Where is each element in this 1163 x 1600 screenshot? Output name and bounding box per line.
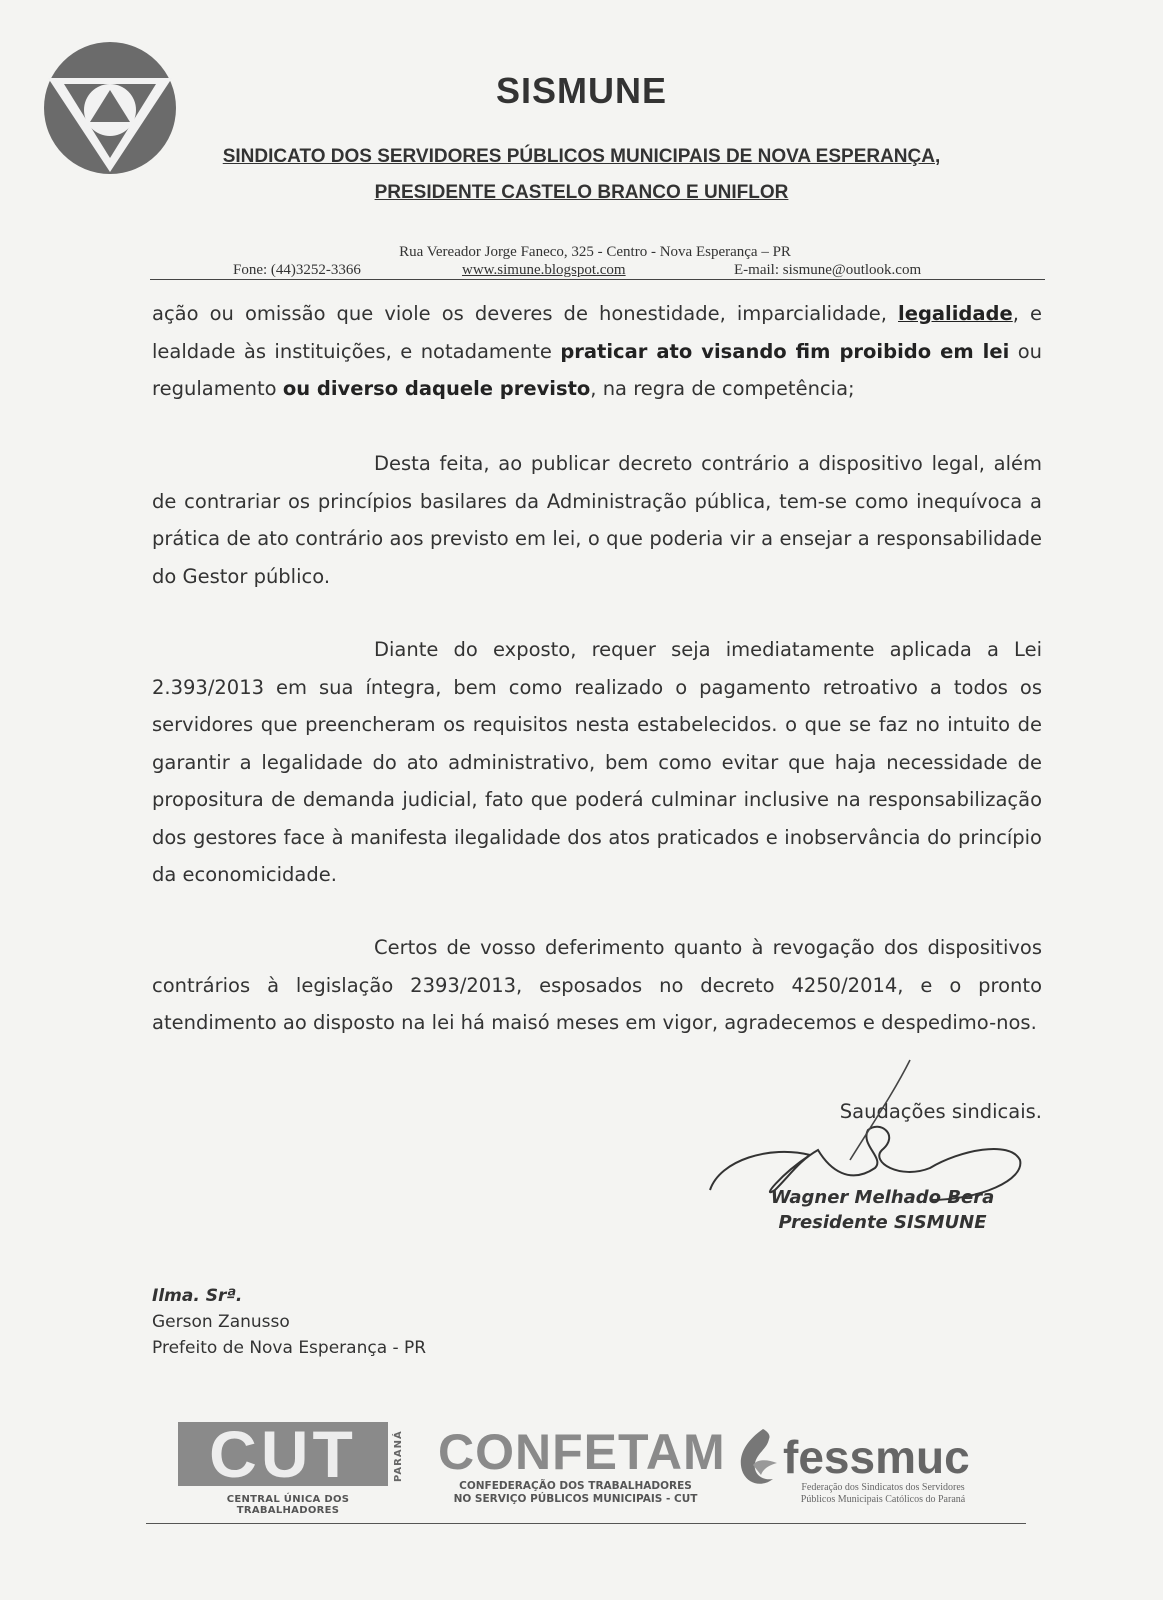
paragraph-4: Certos de vosso deferimento quanto à revogação dos dispositivos contrários à legislação 2393/2013, esposados no decreto 4250/2014, e o pronto atendimento ao disposto na lei há maisó meses em vigor, agradecemos e despedimo-nos. [152, 936, 1042, 1034]
org-full-name-line1: SINDICATO DOS SERVIDORES PÚBLICOS MUNICIPAIS DE NOVA ESPERANÇA, [222, 146, 941, 167]
org-phone: Fone: (44)3252-3366 [233, 262, 361, 278]
cut-subtitle: CENTRAL ÚNICA DOS TRABALHADORES [226, 1494, 350, 1516]
fessmuc-subtitle: Federação dos Sindicatos dos Servidores Públicos Municipais Católicos do Paraná [800, 1482, 966, 1505]
header-divider [150, 279, 1045, 280]
org-full-name-line2: PRESIDENTE CASTELO BRANCO E UNIFLOR [374, 182, 789, 203]
fessmuc-logo: fessmuc [783, 1431, 970, 1483]
paragraph-1: ação ou omissão que viole os deveres de honestidade, imparcialidade, legalidade, e lealdade às instituições, e notadamente praticar ato visando fim proibido em lei ou regulamento ou diverso daquele previsto, na regra de competência; [152, 302, 1042, 400]
emphasis-diverso: ou diverso daquele previsto [282, 377, 591, 400]
closing-greeting: Saudações sindicais. [839, 1100, 1042, 1123]
org-name: SISMUNE [495, 70, 668, 111]
signer-role: Presidente SISMUNE [778, 1212, 987, 1233]
footer-divider [146, 1523, 1026, 1524]
cut-state-label: PARANÁ [393, 1430, 404, 1482]
handwritten-signature [700, 1050, 1040, 1210]
recipient-position: Prefeito de Nova Esperança - PR [152, 1338, 427, 1358]
recipient-block [152, 1283, 426, 1361]
paragraph-2: Desta feita, ao publicar decreto contrário a dispositivo legal, além de contrariar os princípios basilares da Administração pública, tem-se como inequívoca a prática de ato contrário aos previsto em lei, o que poderia vir a ensejar a responsabilidade do Gestor público. [152, 452, 1042, 588]
emphasis-legalidade: legalidade [898, 302, 1013, 325]
confetam-subtitle: CONFEDERAÇÃO DOS TRABALHADORES NO SERVIÇO PÚBLICOS MUNICIPAIS - CUT [453, 1480, 698, 1505]
signer-name: Wagner Melhado Bera [770, 1187, 995, 1208]
confetam-logo: CONFETAM [438, 1424, 726, 1480]
cut-logo: CUT [178, 1422, 388, 1486]
fessmuc-flame-icon [733, 1425, 783, 1491]
org-address: Rua Vereador Jorge Faneco, 325 - Centro - Nova Esperança – PR [399, 244, 791, 260]
org-email: E-mail: sismune@outlook.com [734, 262, 922, 278]
org-website: www.simune.blogspot.com [462, 262, 626, 278]
recipient-title: Ilma. Srª. [152, 1286, 243, 1306]
recipient-name: Gerson Zanusso [152, 1312, 290, 1332]
paragraph-3: Diante do exposto, requer seja imediatamente aplicada a Lei 2.393/2013 em sua íntegra, bem como realizado o pagamento retroativo a todos os servidores que preencheram os requisitos nesta estabelecidos. o que se faz no intuito de garantir a legalidade do ato administrativo, bem como evitar que haja necessidade de propositura de demanda judicial, fato que poderá culminar inclusive na responsabilização dos gestores face à manifesta ilegalidade dos atos praticados e inobservância do princípio da economicidade. [152, 638, 1042, 886]
emphasis-praticar-ato: praticar ato visando fim proibido em lei [560, 339, 1010, 363]
